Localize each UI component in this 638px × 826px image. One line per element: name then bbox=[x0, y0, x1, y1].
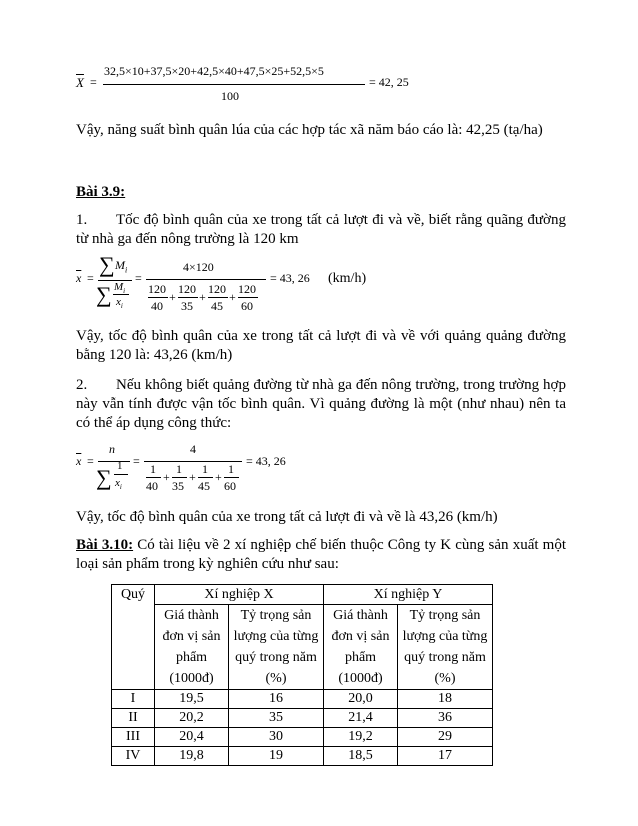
formula2-result: = 43, 26 bbox=[270, 271, 310, 285]
table-subheader-row bbox=[112, 605, 493, 690]
formula1-eq: = bbox=[90, 75, 97, 89]
formula3-eq2: = bbox=[133, 454, 140, 468]
row-y-price: 19,2 bbox=[324, 728, 398, 747]
row-x-price: 20,2 bbox=[155, 709, 229, 728]
formula2-xi: $x_i$ bbox=[116, 296, 123, 311]
formula3-result: = 43, 26 bbox=[246, 454, 286, 468]
row-y-price: 18,5 bbox=[324, 747, 398, 766]
formula1-numerator: 32,5×10+37,5×20+42,5×40+47,5×25+52,5×5 bbox=[104, 64, 324, 78]
formula2-frac2-num: 120 bbox=[178, 282, 196, 296]
formula2-Mi-inner: $M_i$ bbox=[114, 281, 126, 296]
formula3-sum: ∑ bbox=[96, 465, 112, 490]
formula3-frac2-den: 35 bbox=[172, 479, 184, 493]
conclusion-speed-unknown-distance: Vậy, tốc độ bình quân của xe trong tất cả lượt đi và về là 43,26 (km/h) bbox=[76, 509, 498, 525]
quarter-header: Quý bbox=[112, 585, 155, 690]
formula-mean-yield bbox=[76, 60, 436, 110]
item1-text: Tốc độ bình quân của xe trong tất cả lượt đi và về, biết rằng quãng đường từ nhà ga đến nông trường là 120 km bbox=[76, 212, 566, 247]
formula3-frac4-den: 60 bbox=[224, 479, 236, 493]
formula3-n: n bbox=[109, 442, 115, 456]
formula2-frac2-den: 35 bbox=[181, 299, 193, 313]
row-y-share: 17 bbox=[398, 747, 493, 766]
formula2-plus3: + bbox=[229, 290, 236, 304]
row-quarter: I bbox=[112, 690, 155, 709]
formula2-Mi: $M_i$ bbox=[115, 258, 128, 275]
formula3-eq1: = bbox=[87, 454, 94, 468]
exercise-3-10-text: Có tài liệu về 2 xí nghiệp chế biến thuộc Công ty K cùng sản xuất một loại sản phẩm trong kỳ nghiên cứu như sau: bbox=[76, 537, 566, 572]
formula3-frac3-den: 45 bbox=[198, 479, 210, 493]
formula3-frac1-den: 40 bbox=[146, 479, 158, 493]
group-y-header: Xí nghiệp Y bbox=[324, 585, 493, 605]
formula3-one: 1 bbox=[117, 460, 123, 472]
formula3-plus2: + bbox=[189, 470, 196, 484]
formula3-plus3: + bbox=[215, 470, 222, 484]
row-x-price: 19,8 bbox=[155, 747, 229, 766]
row-y-share: 29 bbox=[398, 728, 493, 747]
exercise-3-10-heading: Bài 3.10: bbox=[76, 537, 134, 553]
exercise-3-10-intro bbox=[76, 536, 566, 574]
table-row bbox=[112, 709, 493, 728]
table-row bbox=[112, 728, 493, 747]
row-x-price: 19,5 bbox=[155, 690, 229, 709]
formula2-unit: (km/h) bbox=[328, 271, 367, 286]
x-share-header: Tỷ trọng sản lượng của từng quý trong năm (%) bbox=[229, 605, 324, 690]
formula3-frac4-num: 1 bbox=[228, 462, 234, 476]
formula-harmonic-simple bbox=[76, 440, 336, 498]
formula2-sum-top: ∑ bbox=[99, 252, 115, 277]
formula2-eq1: = bbox=[87, 271, 94, 285]
table-header-row bbox=[112, 585, 493, 605]
formula2-lhs: $\overline{x}$ bbox=[76, 271, 82, 285]
y-share-header: Tỷ trọng sản lượng của từng quý trong năm (%) bbox=[398, 605, 493, 690]
row-y-price: 20,0 bbox=[324, 690, 398, 709]
exercise-3-9-item1 bbox=[76, 211, 566, 249]
formula-harmonic-weighted bbox=[76, 254, 396, 318]
formula3-lhs: $\overline{x}$ bbox=[76, 454, 82, 468]
row-quarter: III bbox=[112, 728, 155, 747]
formula2-plus2: + bbox=[199, 290, 206, 304]
item2-number: 2. bbox=[76, 377, 88, 393]
y-price-header: Giá thành đơn vị sản phẩm (1000đ) bbox=[324, 605, 398, 690]
conclusion-speed-known-distance: Vậy, tốc độ bình quân của xe trong tất cả lượt đi và về với quảng quảng đường bằng 120 là: 43,26 (km/h) bbox=[76, 328, 566, 363]
row-y-share: 18 bbox=[398, 690, 493, 709]
x-price-header: Giá thành đơn vị sản phẩm (1000đ) bbox=[155, 605, 229, 690]
formula2-frac3-den: 45 bbox=[211, 299, 223, 313]
formula3-plus1: + bbox=[163, 470, 170, 484]
formula1-result: = 42, 25 bbox=[369, 75, 409, 89]
formula1-denominator: 100 bbox=[221, 89, 239, 103]
item2-text: Nếu không biết quảng đường từ nhà ga đến nông trường, trong trường hợp này vẫn tính được vận tốc bình quân. Vì quảng đường là một (như nhau) nên ta có thể áp dụng công thức: bbox=[76, 377, 566, 431]
formula3-frac2-num: 1 bbox=[176, 462, 182, 476]
formula2-frac1-den: 40 bbox=[151, 299, 163, 313]
row-quarter: IV bbox=[112, 747, 155, 766]
formula3-xi: $x_i$ bbox=[115, 477, 122, 492]
formula2-eq2: = bbox=[135, 271, 142, 285]
group-x-header: Xí nghiệp X bbox=[155, 585, 324, 605]
formula2-sum-bottom: ∑ bbox=[96, 282, 112, 307]
row-x-price: 20,4 bbox=[155, 728, 229, 747]
formula2-numerator: 4×120 bbox=[183, 260, 214, 274]
row-y-share: 36 bbox=[398, 709, 493, 728]
row-quarter: II bbox=[112, 709, 155, 728]
formula1-lhs: $\overline{X}$ bbox=[76, 75, 84, 90]
formula2-frac4-den: 60 bbox=[241, 299, 253, 313]
conclusion-yield: Vậy, năng suất bình quân lúa của các hợp tác xã năm báo cáo là: 42,25 (tạ/ha) bbox=[76, 122, 543, 138]
table-row bbox=[112, 690, 493, 709]
row-y-price: 21,4 bbox=[324, 709, 398, 728]
row-x-share: 30 bbox=[229, 728, 324, 747]
exercise-3-9-heading: Bài 3.9: bbox=[76, 184, 126, 200]
formula3-frac1-num: 1 bbox=[150, 462, 156, 476]
row-x-share: 16 bbox=[229, 690, 324, 709]
table-row bbox=[112, 747, 493, 766]
enterprise-data-table bbox=[111, 584, 493, 766]
row-x-share: 19 bbox=[229, 747, 324, 766]
formula3-numerator: 4 bbox=[190, 442, 196, 456]
formula2-frac4-num: 120 bbox=[238, 282, 256, 296]
item1-number: 1. bbox=[76, 212, 88, 228]
formula3-frac3-num: 1 bbox=[202, 462, 208, 476]
row-x-share: 35 bbox=[229, 709, 324, 728]
formula2-frac3-num: 120 bbox=[208, 282, 226, 296]
formula2-frac1-num: 120 bbox=[148, 282, 166, 296]
formula2-plus1: + bbox=[169, 290, 176, 304]
exercise-3-9-item2 bbox=[76, 376, 566, 433]
